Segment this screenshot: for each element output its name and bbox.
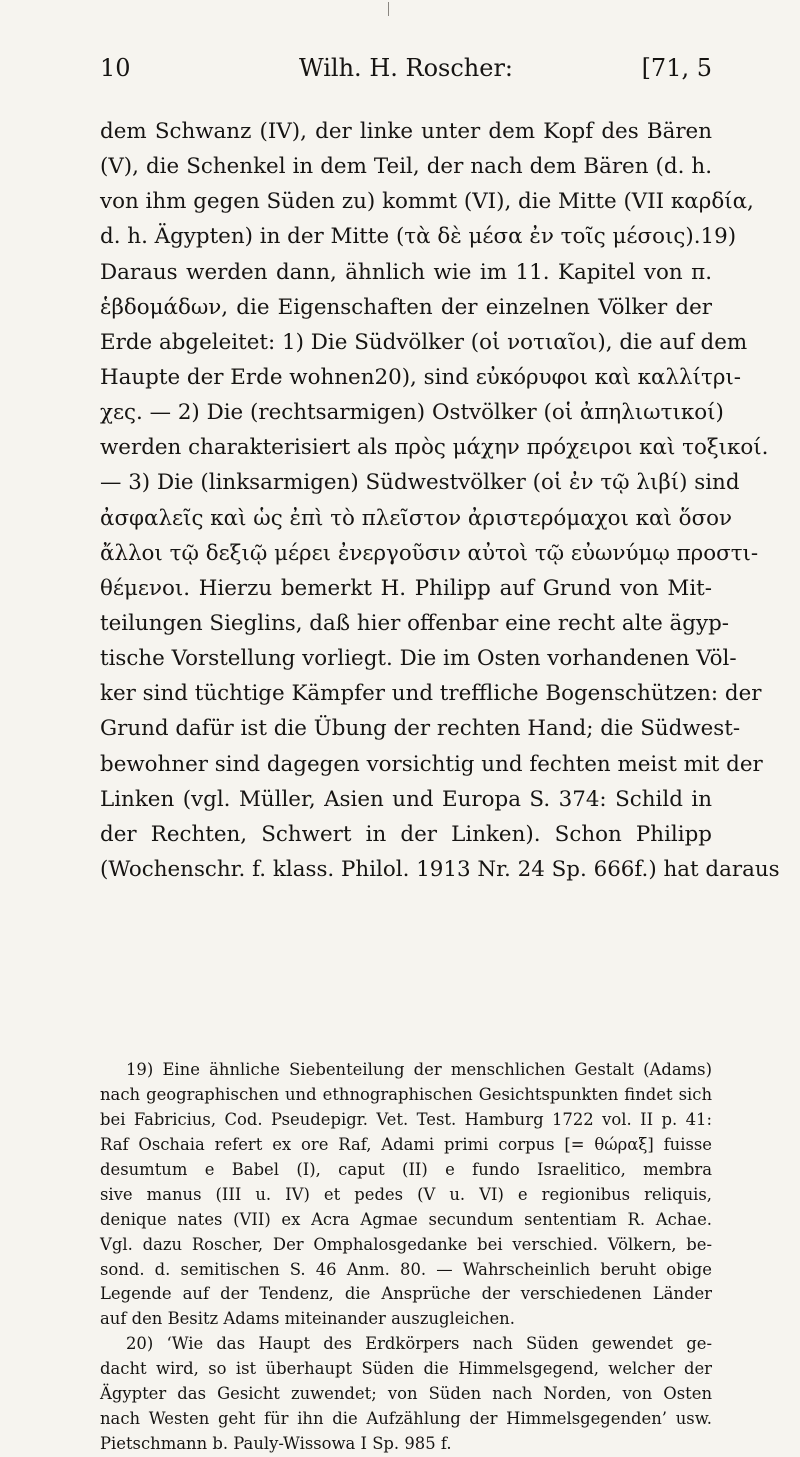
body-line: Erde abgeleitet: 1) Die Südvölker (οἱ νοτιαῖοι), die auf dem [100, 329, 748, 355]
body-line: (Wochenschr. f. klass. Philol. 1913 Nr. 24 Sp. 666f.) hat daraus [100, 856, 780, 882]
footnote-19-line: Legende auf der Tendenz, die Ansprüche der verschiedenen Länder [100, 1284, 712, 1304]
footnote-19-line: bei Fabricius, Cod. Pseudepigr. Vet. Test. Hamburg 1722 vol. II p. 41: [100, 1109, 712, 1129]
footnote-20-line: dacht wird, so ist überhaupt Süden die Himmelsgegend, welcher der [100, 1359, 712, 1379]
footnote-20-line: nach Westen geht für ihn die Aufzählung der Himmelsgegenden’ usw. [100, 1409, 712, 1429]
body-line: der Rechten, Schwert in der Linken). Schon Philipp [100, 821, 712, 847]
footnote-20-line: Pietschmann b. Pauly-Wissowa I Sp. 985 f. [100, 1434, 452, 1454]
body-text [100, 114, 780, 887]
body-line: Haupte der Erde wohnen20), sind εὐκόρυφοι καὶ καλλίτρι- [100, 364, 742, 390]
body-line: Linken (vgl. Müller, Asien und Europa S. 374: Schild in [100, 786, 712, 812]
body-line: — 3) Die (linksarmigen) Südwestvölker (οἱ ἐν τῷ λιβί) sind [100, 470, 740, 496]
footnote-19-line: Raf Oschaia refert ex ore Raf, Adami primi corpus [= θώραξ] fuisse [100, 1134, 712, 1154]
body-line: bewohner sind dagegen vorsichtig und fechten meist mit der [100, 751, 763, 777]
footnote-19-line: Vgl. dazu Roscher, Der Omphalosgedanke bei verschied. Völkern, be- [100, 1234, 712, 1254]
footnote-19-line: nach geographischen und ethnographischen Gesichtspunkten findet sich [100, 1084, 712, 1104]
body-line: werden charakterisiert als πρὸς μάχην πρόχειροι καὶ τοξικοί. [100, 435, 769, 461]
footnote-19-line: sive manus (III u. IV) et pedes (V u. VI) e regionibus reliquis, [100, 1184, 712, 1204]
body-line: ker sind tüchtige Kämpfer und treffliche Bogenschützen: der [100, 681, 762, 707]
body-line: dem Schwanz (IV), der linke unter dem Kopf des Bären [100, 119, 712, 144]
body-line: tische Vorstellung vorliegt. Die im Osten vorhandenen Völ- [100, 646, 737, 672]
running-head: Wilh. H. Roscher: [299, 54, 513, 82]
body-line: ἑβδομάδων, die Eigenschaften der einzelnen Völker der [100, 294, 712, 320]
footnote-19-line: 19) Eine ähnliche Siebenteilung der menschlichen Gestalt (Adams) [126, 1060, 712, 1079]
body-line: ἄλλοι τῷ δεξιῷ μέρει ἐνεργοῦσιν αὐτοὶ τῷ εὐωνύμῳ προστι- [100, 540, 759, 566]
body-line: teilungen Sieglins, daß hier offenbar eine recht alte ägyp- [100, 610, 729, 636]
body-line: ἀσφαλεῖς καὶ ὡς ἐπὶ τὸ πλεῖστον ἀριστερόμαχοι καὶ ὅσον [100, 505, 733, 531]
body-line: χες. — 2) Die (rechtsarmigen) Ostvölker (οἱ ἀπηλιωτικοί) [100, 400, 724, 426]
page-header [100, 48, 712, 88]
footnote-19-line: auf den Besitz Adams miteinander auszugleichen. [100, 1309, 515, 1329]
body-line: (V), die Schenkel in dem Teil, der nach dem Bären (d. h. [100, 154, 712, 180]
footnote-20-line: 20) ‘Wie das Haupt des Erdkörpers nach Süden gewendet ge- [126, 1334, 712, 1354]
body-line: von ihm gegen Süden zu) kommt (VI), die Mitte (VII καρδία, [100, 189, 754, 215]
footnote-19-line: desumtum e Babel (I), caput (II) e fundo Israelitico, membra [100, 1159, 712, 1179]
body-line: d. h. Ägypten) in der Mitte (τὰ δὲ μέσα ἐν τοῖς μέσοις).19) [100, 224, 737, 250]
section-reference: [71, 5 [641, 54, 712, 82]
footnotes [100, 1058, 712, 1457]
body-line: Grund dafür ist die Übung der rechten Hand; die Südwest- [100, 716, 741, 742]
footnote-19-line: sond. d. semitischen S. 46 Anm. 80. — Wahrscheinlich beruht obige [100, 1259, 712, 1279]
page-number: 10 [100, 54, 131, 82]
scan-mark [388, 2, 389, 16]
body-line: θέμενοι. Hierzu bemerkt H. Philipp auf Grund von Mit- [100, 575, 712, 601]
body-line: Daraus werden dann, ähnlich wie im 11. Kapitel von π. [100, 259, 712, 285]
footnote-20-line: Ägypter das Gesicht zuwendet; von Süden nach Norden, von Osten [100, 1384, 712, 1404]
footnote-19-line: denique nates (VII) ex Acra Agmae secundum sententiam R. Achae. [100, 1209, 712, 1229]
